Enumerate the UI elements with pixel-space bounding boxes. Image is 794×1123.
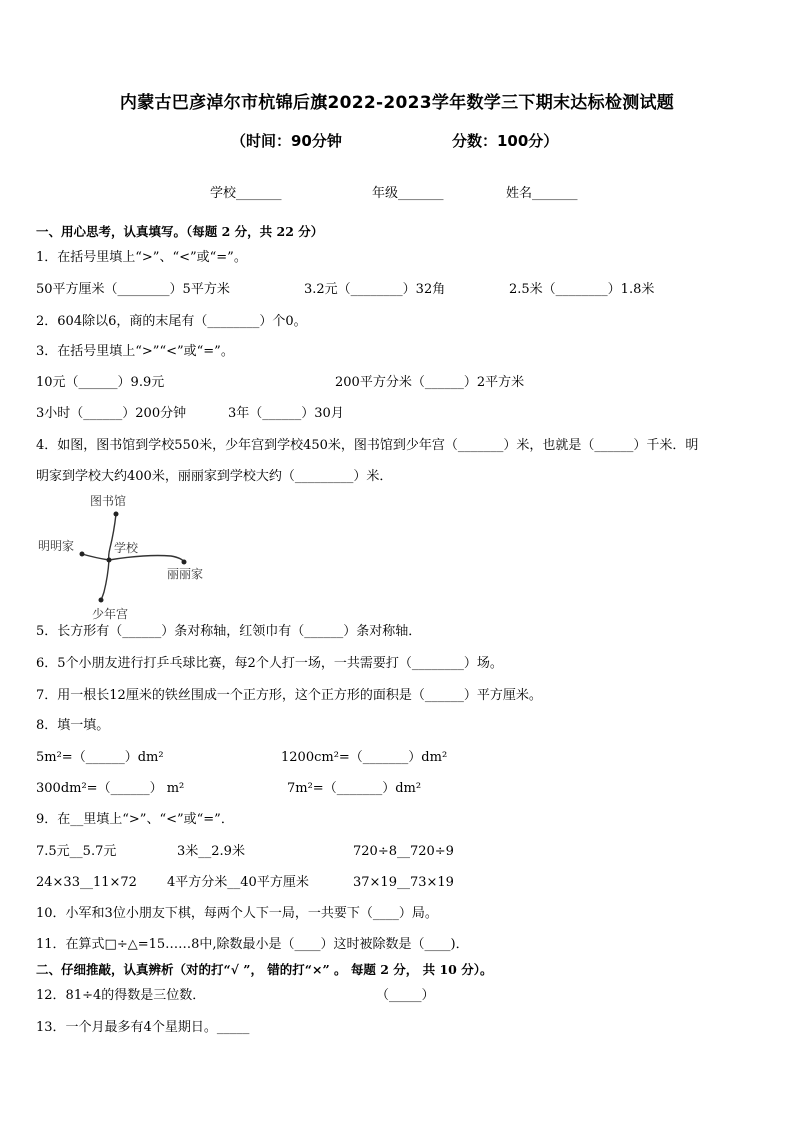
question-8b[interactable]: 1200cm²=（_______）dm² [281, 750, 448, 765]
question-9f[interactable]: 37×19__73×19 [353, 875, 454, 890]
question-12-blank[interactable]: （_____） [376, 988, 435, 1003]
question-1-stem: 1．在括号里填上“>”、“<”或“=”。 [36, 250, 247, 265]
school-label: 学校 [114, 541, 139, 555]
question-3b[interactable]: 200平方分米（______）2平方米 [335, 375, 525, 390]
question-3c[interactable]: 3小时（______）200分钟 [36, 406, 187, 421]
question-1a[interactable]: 50平方厘米（________）5平方米 [36, 282, 230, 297]
section-2-heading: 二、仔细推敲，认真辨析（对的打“√ ”， 错的打“×” 。 每题 2 分， 共 10 分）。 [36, 962, 493, 977]
youth-palace-label: 少年宫 [92, 607, 129, 621]
school-point [107, 558, 112, 563]
question-4-line-1[interactable]: 4．如图，图书馆到学校550米，少年宫到学校450米，图书馆到少年宫（_______）米，也就是（______）千米．明 [36, 438, 699, 453]
question-6[interactable]: 6．5个小朋友进行打乒乓球比赛，每2个人打一场，一共需要打（________）场。 [36, 656, 503, 671]
question-8a[interactable]: 5m²=（______）dm² [36, 750, 164, 765]
exam-time: （时间：90分钟 [231, 132, 342, 150]
question-9a[interactable]: 7.5元__5.7元 [36, 844, 117, 859]
question-3a[interactable]: 10元（______）9.9元 [36, 375, 165, 390]
question-12: 12．81÷4的得数是三位数． [36, 988, 206, 1003]
question-9c[interactable]: 720÷8__720÷9 [353, 844, 454, 859]
question-7[interactable]: 7．用一根长12厘米的铁丝围成一个正方形，这个正方形的面积是（______）平方厘米。 [36, 688, 542, 703]
question-9d[interactable]: 24×33__11×72 [36, 875, 137, 890]
school-field[interactable]: 学校_______ [210, 186, 282, 201]
li-home-point [182, 560, 187, 565]
question-9-stem: 9．在__里填上“>”、“<”或“=”． [36, 812, 234, 827]
question-9e[interactable]: 4平方分米__40平方厘米 [167, 875, 309, 890]
question-9b[interactable]: 3米__2.9米 [177, 844, 245, 859]
library-point [114, 512, 119, 517]
question-10[interactable]: 10．小军和3位小朋友下棋，每两个人下一局，一共要下（____）局。 [36, 906, 438, 921]
question-3-stem: 3．在括号里填上“>”“<”或“=”。 [36, 344, 234, 359]
question-2[interactable]: 2．604除以6，商的末尾有（________）个0。 [36, 314, 307, 329]
question-8d[interactable]: 7m²=（_______）dm² [287, 781, 422, 796]
question-4-line-2[interactable]: 明家到学校大约400米，丽丽家到学校大约（_________）米． [36, 469, 393, 484]
library-label: 图书馆 [90, 494, 127, 508]
grade-field[interactable]: 年级_______ [372, 186, 444, 201]
question-8c[interactable]: 300dm²=（______） m² [36, 781, 185, 796]
ming-home-point [80, 552, 85, 557]
question-13[interactable]: 13．一个月最多有4个星期日。_____ [36, 1020, 250, 1035]
question-5[interactable]: 5．长方形有（______）条对称轴，红领巾有（______）条对称轴． [36, 624, 422, 639]
ming-home-label: 明明家 [38, 539, 75, 553]
li-home-label: 丽丽家 [167, 567, 204, 581]
road-school-li [109, 556, 184, 563]
question-1b[interactable]: 3.2元（________）32角 [304, 282, 446, 297]
map-diagram [36, 492, 236, 622]
section-1-heading: 一、用心思考，认真填写。（每题 2 分，共 22 分） [36, 224, 324, 239]
road-school-youth [101, 560, 109, 600]
question-8-stem: 8．填一填。 [36, 718, 110, 733]
road-ming-school [82, 554, 109, 560]
question-11[interactable]: 11．在算式□÷△=15……8中,除数最小是（____）这时被除数是（____)． [36, 937, 469, 952]
exam-title: 内蒙古巴彦淖尔市杭锦后旗2022-2023学年数学三下期末达标检测试题 [119, 93, 675, 113]
exam-score: 分数：100分） [452, 132, 559, 150]
name-field[interactable]: 姓名_______ [506, 186, 578, 201]
question-3d[interactable]: 3年（______）30月 [228, 406, 344, 421]
question-1c[interactable]: 2.5米（________）1.8米 [509, 282, 655, 297]
youth-palace-point [99, 598, 104, 603]
